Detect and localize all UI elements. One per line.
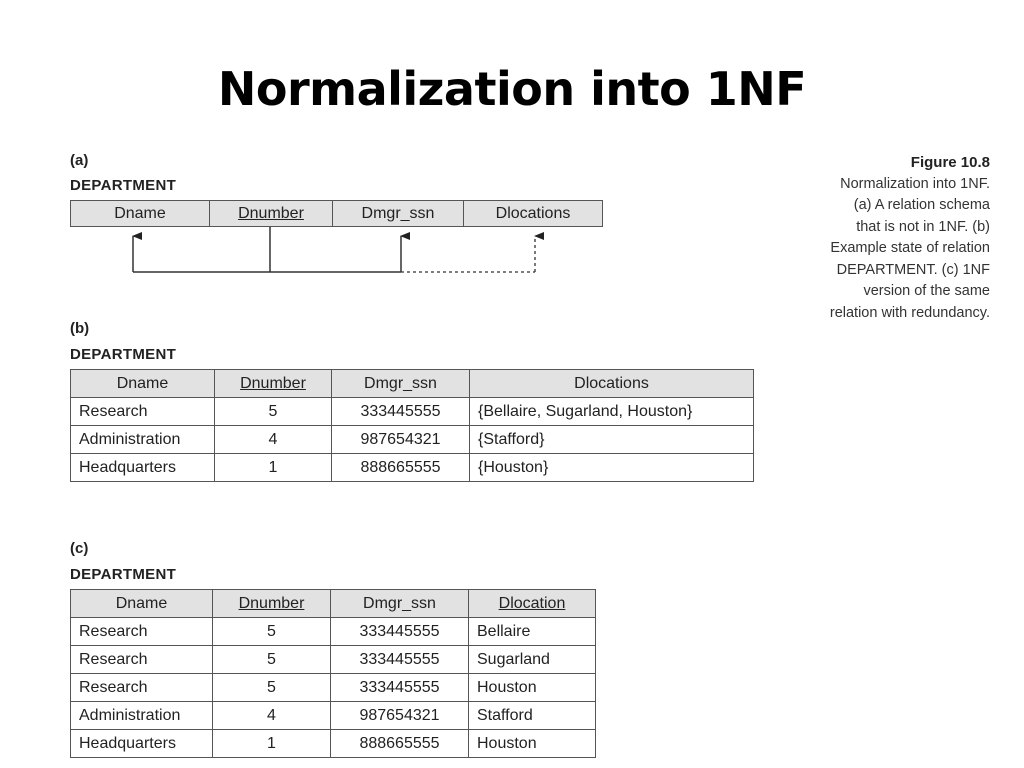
table-row: [71, 702, 596, 730]
cell: 888665555: [331, 730, 469, 758]
cell: Research: [71, 618, 213, 646]
table-department-1nf: [70, 589, 596, 758]
caption-line: (a) A relation schema: [853, 197, 990, 213]
table-department-unnormalized: [70, 369, 754, 482]
cell: {Bellaire, Sugarland, Houston}: [470, 398, 754, 426]
cell: 4: [215, 426, 332, 454]
table-header-row: [71, 590, 596, 618]
column-header: Dlocations: [470, 370, 754, 398]
cell: 4: [213, 702, 331, 730]
cell: Research: [71, 398, 215, 426]
cell: Research: [71, 674, 213, 702]
column-header: Dlocation: [469, 590, 596, 618]
table-row: [71, 646, 596, 674]
schema-attr-dmgr-ssn: Dmgr_ssn: [333, 201, 464, 226]
cell: 5: [213, 674, 331, 702]
table-row: [71, 454, 754, 482]
cell: Research: [71, 646, 213, 674]
column-header: Dmgr_ssn: [331, 590, 469, 618]
cell: Headquarters: [71, 454, 215, 482]
table-row: [71, 426, 754, 454]
cell: Sugarland: [469, 646, 596, 674]
caption-line: relation with redundancy.: [829, 304, 990, 321]
cell: Bellaire: [469, 618, 596, 646]
table-row: [71, 618, 596, 646]
cell: {Stafford}: [470, 426, 754, 454]
cell: Stafford: [469, 702, 596, 730]
part-a-label: (a): [70, 152, 89, 169]
cell: Headquarters: [71, 730, 213, 758]
column-header: Dmgr_ssn: [332, 370, 470, 398]
cell: 987654321: [332, 426, 470, 454]
cell: 987654321: [331, 702, 469, 730]
figure-number: Figure 10.8: [910, 154, 990, 171]
caption-line: version of the same: [863, 283, 990, 299]
slide-title: Normalization into 1NF: [217, 62, 807, 116]
part-c-label: (c): [70, 540, 89, 557]
cell: Administration: [71, 426, 215, 454]
figure-caption: [760, 152, 990, 324]
cell: Houston: [469, 674, 596, 702]
cell: 333445555: [331, 674, 469, 702]
cell: 888665555: [332, 454, 470, 482]
cell: 333445555: [331, 618, 469, 646]
caption-line: that is not in 1NF. (b): [856, 218, 990, 235]
column-header: Dname: [71, 370, 215, 398]
part-b-label: (b): [70, 320, 90, 337]
schema-attr-dname: Dname: [71, 201, 210, 226]
column-header: Dname: [71, 590, 213, 618]
cell: 333445555: [331, 646, 469, 674]
cell: 5: [213, 618, 331, 646]
cell: Administration: [71, 702, 213, 730]
table-row: [71, 398, 754, 426]
cell: 5: [213, 646, 331, 674]
schema-attr-dlocations: Dlocations: [495, 204, 571, 222]
cell: 5: [215, 398, 332, 426]
cell: 1: [213, 730, 331, 758]
table-row: [71, 674, 596, 702]
schema-attr-dnumber: Dnumber: [210, 201, 333, 226]
cell: Houston: [469, 730, 596, 758]
column-header: Dnumber: [215, 370, 332, 398]
cell: {Houston}: [470, 454, 754, 482]
cell: 1: [215, 454, 332, 482]
table-row: [71, 730, 596, 758]
table-header-row: [71, 370, 754, 398]
part-b-relation-name: DEPARTMENT: [70, 346, 177, 363]
part-a-relation-name: DEPARTMENT: [70, 177, 177, 194]
part-c-relation-name: DEPARTMENT: [70, 566, 177, 583]
caption-line: DEPARTMENT. (c) 1NF: [836, 261, 990, 278]
cell: 333445555: [332, 398, 470, 426]
column-header: Dnumber: [213, 590, 331, 618]
caption-line: Example state of relation: [830, 240, 990, 256]
caption-line: Normalization into 1NF.: [840, 175, 990, 192]
